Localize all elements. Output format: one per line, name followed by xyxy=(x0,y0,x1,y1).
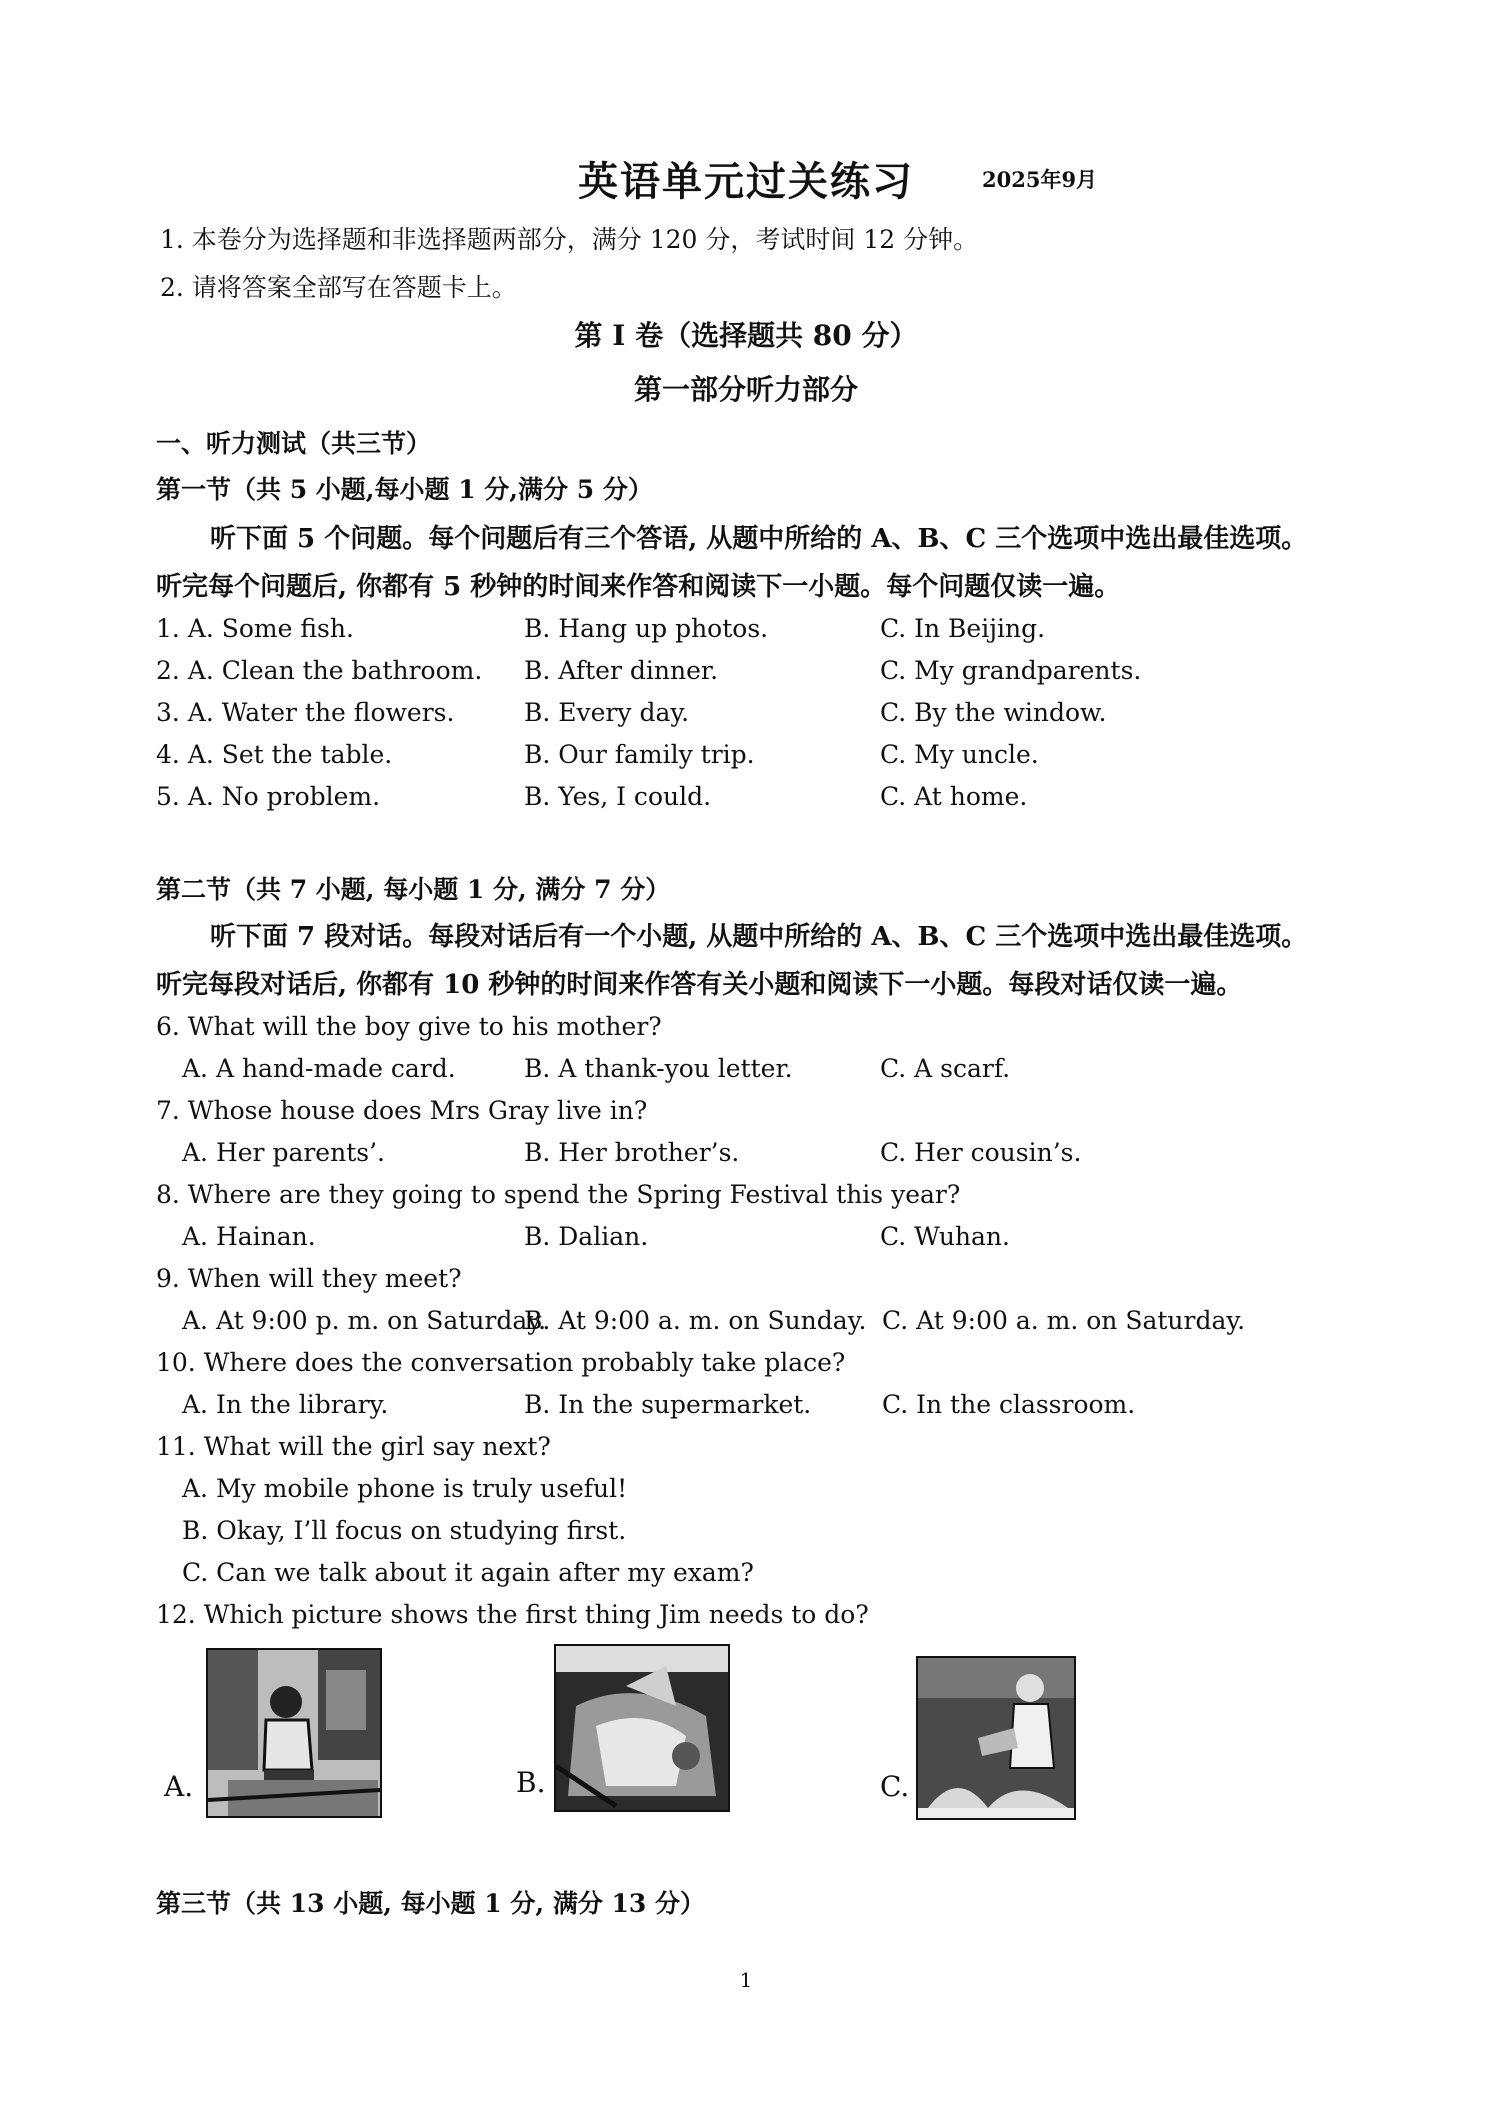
q12-label-c: C. xyxy=(880,1770,910,1803)
q2-option-a: 2. A. Clean the bathroom. xyxy=(156,656,483,685)
q4-option-a: 4. A. Set the table. xyxy=(156,740,393,769)
q3-option-a: 3. A. Water the flowers. xyxy=(156,698,455,727)
q5-option-b: B. Yes, I could. xyxy=(524,782,712,811)
q7-option-a: A. Her parents’. xyxy=(182,1138,385,1167)
q7-stem: 7. Whose house does Mrs Gray live in? xyxy=(156,1096,648,1125)
q10-option-b: B. In the supermarket. xyxy=(524,1390,812,1419)
q11-option-b: B. Okay, I’ll focus on studying first. xyxy=(182,1516,627,1545)
q5-option-a: 5. A. No problem. xyxy=(156,782,381,811)
listening-heading: 一、听力测试（共三节） xyxy=(156,429,432,458)
page-title: 英语单元过关练习 xyxy=(578,158,914,205)
section2-instruction-line2: 听完每段对话后, 你都有 10 秒钟的时间来作答有关小题和阅读下一小题。每段对话仅读一遍。 xyxy=(156,970,1243,1000)
q6-option-a: A. A hand-made card. xyxy=(182,1054,456,1083)
child-sitting-image xyxy=(208,1650,380,1816)
q6-option-b: B. A thank-you letter. xyxy=(524,1054,793,1083)
q12-label-a: A. xyxy=(164,1770,194,1803)
q12-picture-a xyxy=(206,1648,382,1818)
q1-option-a: 1. A. Some fish. xyxy=(156,614,354,643)
q7-option-c: C. Her cousin’s. xyxy=(880,1138,1082,1167)
q12-picture-c xyxy=(916,1656,1076,1820)
section1-instruction-line2: 听完每个问题后, 你都有 5 秒钟的时间来作答和阅读下一小题。每个问题仅读一遍。 xyxy=(156,572,1121,602)
section3-heading: 第三节（共 13 小题, 每小题 1 分, 满分 13 分） xyxy=(156,1889,706,1918)
section2-heading: 第二节（共 7 小题, 每小题 1 分, 满分 7 分） xyxy=(156,875,671,904)
q11-stem: 11. What will the girl say next? xyxy=(156,1432,551,1461)
q1-option-b: B. Hang up photos. xyxy=(524,614,769,643)
q9-option-c: C. At 9:00 a. m. on Saturday. xyxy=(882,1306,1246,1335)
q4-option-c: C. My uncle. xyxy=(880,740,1039,769)
q7-option-b: B. Her brother’s. xyxy=(524,1138,740,1167)
q3-option-b: B. Every day. xyxy=(524,698,690,727)
q4-option-b: B. Our family trip. xyxy=(524,740,755,769)
q9-stem: 9. When will they meet? xyxy=(156,1264,462,1293)
q10-stem: 10. Where does the conversation probably take place? xyxy=(156,1348,846,1377)
watering-plants-image xyxy=(918,1658,1074,1818)
q2-option-b: B. After dinner. xyxy=(524,656,719,685)
q12-picture-b xyxy=(554,1644,730,1812)
q11-option-a: A. My mobile phone is truly useful! xyxy=(182,1474,628,1503)
q8-stem: 8. Where are they going to spend the Spring Festival this year? xyxy=(156,1180,961,1209)
q9-option-b: B. At 9:00 a. m. on Sunday. xyxy=(524,1306,867,1335)
q3-option-c: C. By the window. xyxy=(880,698,1107,727)
exam-date: 2025年9月 xyxy=(982,167,1098,192)
paper-heading: 第 I 卷（选择题共 80 分） xyxy=(574,319,918,352)
q10-option-c: C. In the classroom. xyxy=(882,1390,1136,1419)
q8-option-c: C. Wuhan. xyxy=(880,1222,1010,1251)
note-2: 2. 请将答案全部写在答题卡上。 xyxy=(160,273,517,302)
q6-option-c: C. A scarf. xyxy=(880,1054,1011,1083)
q8-option-b: B. Dalian. xyxy=(524,1222,649,1251)
note-1: 1. 本卷分为选择题和非选择题两部分，满分 120 分，考试时间 12 分钟。 xyxy=(160,225,979,254)
q5-option-c: C. At home. xyxy=(880,782,1028,811)
part-heading: 第一部分听力部分 xyxy=(633,373,858,406)
q10-option-a: A. In the library. xyxy=(182,1390,389,1419)
q12-stem: 12. Which picture shows the first thing Jim needs to do? xyxy=(156,1600,869,1629)
section1-heading: 第一节（共 5 小题,每小题 1 分,满分 5 分） xyxy=(156,475,653,504)
q12-label-b: B. xyxy=(516,1766,546,1799)
q11-option-c: C. Can we talk about it again after my exam? xyxy=(182,1558,754,1587)
trash-bag-image xyxy=(556,1646,728,1810)
q8-option-a: A. Hainan. xyxy=(182,1222,316,1251)
q2-option-c: C. My grandparents. xyxy=(880,656,1142,685)
section2-instruction-line1: 听下面 7 段对话。每段对话后有一个小题, 从题中所给的 A、B、C 三个选项中选出最佳选项。 xyxy=(210,922,1308,952)
q9-option-a: A. At 9:00 p. m. on Saturday. xyxy=(182,1306,547,1335)
q6-stem: 6. What will the boy give to his mother? xyxy=(156,1012,662,1041)
page-number: 1 xyxy=(739,1968,753,1992)
q1-option-c: C. In Beijing. xyxy=(880,614,1046,643)
section1-instruction-line1: 听下面 5 个问题。每个问题后有三个答语, 从题中所给的 A、B、C 三个选项中选出最佳选项。 xyxy=(210,524,1308,554)
